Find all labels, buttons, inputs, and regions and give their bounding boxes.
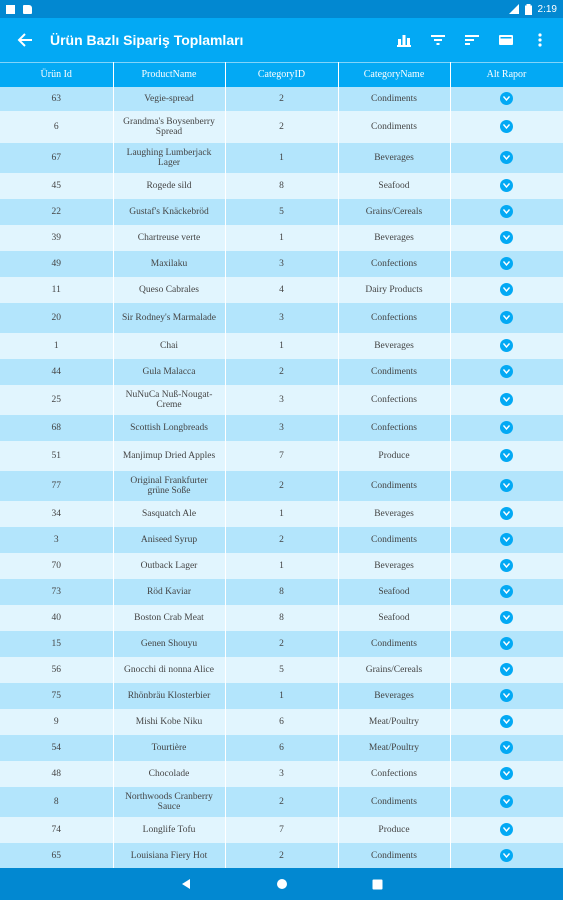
cell-category-name: Grains/Cereals (338, 199, 450, 225)
report-table (0, 62, 563, 868)
expand-subreport-button[interactable] (500, 663, 513, 676)
cell-category-id: 4 (225, 277, 338, 303)
table-row[interactable] (0, 87, 563, 111)
cell-product-name: Mishi Kobe Niku (113, 709, 225, 735)
cell-category-name: Condiments (338, 87, 450, 111)
cell-category-id: 7 (225, 441, 338, 471)
cell-urun-id: 45 (0, 173, 113, 199)
cell-category-id: 5 (225, 657, 338, 683)
report-table-container[interactable] (0, 62, 563, 868)
expand-subreport-button[interactable] (500, 339, 513, 352)
cell-category-id: 1 (225, 225, 338, 251)
cell-category-name: Beverages (338, 553, 450, 579)
cell-category-id: 2 (225, 631, 338, 657)
cell-category-name: Beverages (338, 333, 450, 359)
chevron-down-icon (503, 667, 510, 672)
cell-category-name: Seafood (338, 605, 450, 631)
cell-product-name: Chocolade (113, 761, 225, 787)
cell-category-id: 2 (225, 111, 338, 143)
cell-urun-id: 3 (0, 527, 113, 553)
cell-alt-rapor (450, 817, 563, 843)
table-row[interactable] (0, 111, 563, 143)
cell-category-name: Beverages (338, 683, 450, 709)
table-row[interactable] (0, 527, 563, 553)
cell-category-id: 8 (225, 173, 338, 199)
expand-subreport-button[interactable] (500, 151, 513, 164)
cell-category-name: Beverages (338, 225, 450, 251)
chevron-down-icon (503, 425, 510, 430)
cell-product-name: Chartreuse verte (113, 225, 225, 251)
cell-alt-rapor (450, 143, 563, 173)
cell-category-id: 1 (225, 683, 338, 709)
cell-category-name: Grains/Cereals (338, 657, 450, 683)
chevron-down-icon (503, 155, 510, 160)
table-row[interactable] (0, 225, 563, 251)
cell-category-id: 2 (225, 527, 338, 553)
table-row[interactable] (0, 143, 563, 173)
filter-button[interactable] (421, 18, 455, 62)
chevron-down-icon (503, 853, 510, 858)
chevron-down-icon (503, 287, 510, 292)
cell-urun-id: 48 (0, 761, 113, 787)
expand-subreport-button[interactable] (500, 767, 513, 780)
header-category-name[interactable]: CategoryName (338, 63, 450, 87)
table-row[interactable] (0, 385, 563, 415)
cell-alt-rapor (450, 199, 563, 225)
cell-alt-rapor (450, 441, 563, 471)
view-icon (499, 34, 513, 46)
cell-category-id: 3 (225, 251, 338, 277)
cell-product-name: Genen Shouyu (113, 631, 225, 657)
cell-alt-rapor (450, 843, 563, 869)
expand-subreport-button[interactable] (500, 283, 513, 296)
cell-product-name: Manjimup Dried Apples (113, 441, 225, 471)
cell-category-id: 1 (225, 553, 338, 579)
table-row[interactable] (0, 631, 563, 657)
cell-alt-rapor (450, 111, 563, 143)
expand-subreport-button[interactable] (500, 689, 513, 702)
cell-alt-rapor (450, 471, 563, 501)
cell-urun-id: 54 (0, 735, 113, 761)
cell-urun-id: 67 (0, 143, 113, 173)
cell-urun-id: 9 (0, 709, 113, 735)
table-row[interactable] (0, 501, 563, 527)
cell-alt-rapor (450, 735, 563, 761)
cell-urun-id: 68 (0, 415, 113, 441)
status-time: 2:19 (537, 3, 557, 15)
cell-alt-rapor (450, 173, 563, 199)
cell-alt-rapor (450, 303, 563, 333)
table-row[interactable] (0, 471, 563, 501)
chevron-down-icon (503, 124, 510, 129)
cell-alt-rapor (450, 605, 563, 631)
view-button[interactable] (489, 18, 523, 62)
table-row[interactable] (0, 359, 563, 385)
expand-subreport-button[interactable] (500, 559, 513, 572)
table-row[interactable] (0, 657, 563, 683)
header-category-id[interactable]: CategoryID (225, 63, 338, 87)
cell-alt-rapor (450, 87, 563, 111)
battery-icon (525, 4, 532, 15)
cell-product-name: Outback Lager (113, 553, 225, 579)
header-product-name[interactable]: ProductName (113, 63, 225, 87)
cell-product-name: Röd Kaviar (113, 579, 225, 605)
chevron-down-icon (503, 537, 510, 542)
chevron-down-icon (503, 483, 510, 488)
signal-icon (509, 4, 519, 14)
cell-alt-rapor (450, 333, 563, 359)
cell-category-name: Seafood (338, 579, 450, 605)
document-icon (23, 5, 32, 14)
table-body (0, 87, 563, 869)
page-title: Ürün Bazlı Sipariş Toplamları (50, 32, 244, 48)
table-row[interactable] (0, 735, 563, 761)
table-row[interactable] (0, 553, 563, 579)
cell-category-name: Confections (338, 303, 450, 333)
expand-subreport-button[interactable] (500, 823, 513, 836)
cell-alt-rapor (450, 415, 563, 441)
expand-subreport-button[interactable] (500, 449, 513, 462)
chevron-down-icon (503, 261, 510, 266)
cell-alt-rapor (450, 225, 563, 251)
cell-urun-id: 56 (0, 657, 113, 683)
cell-category-name: Produce (338, 817, 450, 843)
expand-subreport-button[interactable] (500, 637, 513, 650)
table-row[interactable] (0, 333, 563, 359)
cell-product-name: Grandma's Boysenberry Spread (113, 111, 225, 143)
cell-category-id: 6 (225, 735, 338, 761)
header-alt-rapor[interactable]: Alt Rapor (450, 63, 563, 87)
cell-product-name: Laughing Lumberjack Lager (113, 143, 225, 173)
cell-alt-rapor (450, 683, 563, 709)
back-button[interactable] (0, 18, 50, 62)
more-options-button[interactable] (523, 18, 557, 62)
table-row[interactable] (0, 441, 563, 471)
cell-urun-id: 49 (0, 251, 113, 277)
navigation-bar (0, 868, 563, 900)
filter-icon (431, 34, 445, 46)
chevron-down-icon (503, 589, 510, 594)
cell-urun-id: 63 (0, 87, 113, 111)
cell-category-name: Confections (338, 761, 450, 787)
table-row[interactable] (0, 605, 563, 631)
cell-alt-rapor (450, 359, 563, 385)
table-row[interactable] (0, 761, 563, 787)
chevron-down-icon (503, 511, 510, 516)
expand-subreport-button[interactable] (500, 585, 513, 598)
expand-subreport-button[interactable] (500, 849, 513, 862)
cell-urun-id: 34 (0, 501, 113, 527)
cell-category-id: 2 (225, 359, 338, 385)
expand-subreport-button[interactable] (500, 311, 513, 324)
expand-subreport-button[interactable] (500, 715, 513, 728)
cell-alt-rapor (450, 527, 563, 553)
cell-category-id: 1 (225, 143, 338, 173)
back-arrow-icon (17, 32, 33, 48)
cell-urun-id: 15 (0, 631, 113, 657)
table-header-row (0, 63, 563, 87)
table-row[interactable] (0, 683, 563, 709)
cell-urun-id: 73 (0, 579, 113, 605)
cell-alt-rapor (450, 251, 563, 277)
table-row[interactable] (0, 303, 563, 333)
chevron-down-icon (503, 235, 510, 240)
cell-product-name: Boston Crab Meat (113, 605, 225, 631)
expand-subreport-button[interactable] (500, 611, 513, 624)
cell-product-name: Longlife Tofu (113, 817, 225, 843)
cell-product-name: Gustaf's Knäckebröd (113, 199, 225, 225)
cell-product-name: Original Frankfurter grüne Soße (113, 471, 225, 501)
cell-urun-id: 65 (0, 843, 113, 869)
cell-category-id: 2 (225, 87, 338, 111)
cell-category-name: Confections (338, 251, 450, 277)
cell-alt-rapor (450, 761, 563, 787)
cell-category-name: Condiments (338, 471, 450, 501)
expand-subreport-button[interactable] (500, 120, 513, 133)
cell-alt-rapor (450, 501, 563, 527)
triangle-back-icon (180, 878, 192, 890)
cell-urun-id: 39 (0, 225, 113, 251)
expand-subreport-button[interactable] (500, 479, 513, 492)
cell-alt-rapor (450, 579, 563, 605)
cell-product-name: Louisiana Fiery Hot (113, 843, 225, 869)
cell-urun-id: 25 (0, 385, 113, 415)
chevron-down-icon (503, 397, 510, 402)
cell-alt-rapor (450, 657, 563, 683)
chart-button[interactable] (387, 18, 421, 62)
cell-category-name: Condiments (338, 111, 450, 143)
bar-chart-icon (397, 33, 411, 47)
cell-product-name: Tourtière (113, 735, 225, 761)
table-row[interactable] (0, 173, 563, 199)
cell-product-name: Chai (113, 333, 225, 359)
cell-product-name: Vegie-spread (113, 87, 225, 111)
chevron-down-icon (503, 183, 510, 188)
cell-product-name: Gnocchi di nonna Alice (113, 657, 225, 683)
chevron-down-icon (503, 453, 510, 458)
cell-category-id: 3 (225, 761, 338, 787)
cell-urun-id: 6 (0, 111, 113, 143)
notification-icon (6, 5, 15, 14)
cell-category-name: Meat/Poultry (338, 735, 450, 761)
expand-subreport-button[interactable] (500, 507, 513, 520)
expand-subreport-button[interactable] (500, 205, 513, 218)
nav-home-button[interactable] (270, 872, 294, 896)
chevron-down-icon (503, 719, 510, 724)
table-row[interactable] (0, 843, 563, 869)
cell-product-name: Rhönbräu Klosterbier (113, 683, 225, 709)
cell-alt-rapor (450, 631, 563, 657)
cell-category-name: Meat/Poultry (338, 709, 450, 735)
expand-subreport-button[interactable] (500, 179, 513, 192)
chevron-down-icon (503, 827, 510, 832)
cell-category-id: 3 (225, 303, 338, 333)
cell-category-name: Dairy Products (338, 277, 450, 303)
cell-urun-id: 22 (0, 199, 113, 225)
chevron-down-icon (503, 96, 510, 101)
expand-subreport-button[interactable] (500, 257, 513, 270)
cell-category-id: 8 (225, 605, 338, 631)
cell-urun-id: 8 (0, 787, 113, 817)
expand-subreport-button[interactable] (500, 421, 513, 434)
cell-urun-id: 51 (0, 441, 113, 471)
cell-urun-id: 70 (0, 553, 113, 579)
nav-back-button[interactable] (174, 872, 198, 896)
table-row[interactable] (0, 579, 563, 605)
cell-category-id: 3 (225, 385, 338, 415)
cell-alt-rapor (450, 277, 563, 303)
cell-category-name: Condiments (338, 843, 450, 869)
chevron-down-icon (503, 615, 510, 620)
cell-category-name: Produce (338, 441, 450, 471)
table-row[interactable] (0, 199, 563, 225)
table-row[interactable] (0, 251, 563, 277)
cell-category-id: 1 (225, 501, 338, 527)
cell-category-name: Beverages (338, 143, 450, 173)
table-row[interactable] (0, 415, 563, 441)
cell-category-id: 1 (225, 333, 338, 359)
sort-button[interactable] (455, 18, 489, 62)
chevron-down-icon (503, 693, 510, 698)
cell-product-name: Aniseed Syrup (113, 527, 225, 553)
status-bar (0, 0, 563, 18)
expand-subreport-button[interactable] (500, 92, 513, 105)
cell-product-name: Maxilaku (113, 251, 225, 277)
cell-urun-id: 75 (0, 683, 113, 709)
chevron-down-icon (503, 315, 510, 320)
cell-category-name: Condiments (338, 527, 450, 553)
header-urun-id[interactable]: Ürün Id (0, 63, 113, 87)
cell-product-name: Queso Cabrales (113, 277, 225, 303)
table-row[interactable] (0, 709, 563, 735)
cell-category-name: Confections (338, 415, 450, 441)
cell-category-name: Seafood (338, 173, 450, 199)
expand-subreport-button[interactable] (500, 393, 513, 406)
expand-subreport-button[interactable] (500, 795, 513, 808)
square-recents-icon (372, 879, 383, 890)
cell-category-name: Confections (338, 385, 450, 415)
sort-icon (465, 34, 479, 46)
cell-urun-id: 74 (0, 817, 113, 843)
table-row[interactable] (0, 787, 563, 817)
cell-category-id: 2 (225, 843, 338, 869)
cell-category-id: 8 (225, 579, 338, 605)
cell-category-name: Condiments (338, 631, 450, 657)
cell-urun-id: 1 (0, 333, 113, 359)
chevron-down-icon (503, 771, 510, 776)
chevron-down-icon (503, 745, 510, 750)
chevron-down-icon (503, 343, 510, 348)
cell-product-name: Sasquatch Ale (113, 501, 225, 527)
cell-category-id: 2 (225, 787, 338, 817)
chevron-down-icon (503, 563, 510, 568)
cell-product-name: Northwoods Cranberry Sauce (113, 787, 225, 817)
cell-product-name: Gula Malacca (113, 359, 225, 385)
cell-product-name: Sir Rodney's Marmalade (113, 303, 225, 333)
table-row[interactable] (0, 277, 563, 303)
expand-subreport-button[interactable] (500, 231, 513, 244)
cell-alt-rapor (450, 709, 563, 735)
cell-urun-id: 11 (0, 277, 113, 303)
cell-urun-id: 20 (0, 303, 113, 333)
chevron-down-icon (503, 209, 510, 214)
cell-alt-rapor (450, 385, 563, 415)
cell-category-id: 3 (225, 415, 338, 441)
cell-urun-id: 44 (0, 359, 113, 385)
cell-alt-rapor (450, 787, 563, 817)
table-row[interactable] (0, 817, 563, 843)
expand-subreport-button[interactable] (500, 365, 513, 378)
cell-product-name: NuNuCa Nuß-Nougat-Creme (113, 385, 225, 415)
cell-product-name: Rogede sild (113, 173, 225, 199)
circle-home-icon (276, 878, 288, 890)
cell-category-id: 5 (225, 199, 338, 225)
nav-recents-button[interactable] (366, 872, 390, 896)
chevron-down-icon (503, 369, 510, 374)
cell-category-id: 6 (225, 709, 338, 735)
chevron-down-icon (503, 641, 510, 646)
cell-category-name: Condiments (338, 359, 450, 385)
app-bar (0, 18, 563, 62)
more-vert-icon (538, 33, 542, 47)
cell-category-name: Condiments (338, 787, 450, 817)
cell-urun-id: 77 (0, 471, 113, 501)
expand-subreport-button[interactable] (500, 533, 513, 546)
cell-category-id: 7 (225, 817, 338, 843)
expand-subreport-button[interactable] (500, 741, 513, 754)
cell-category-id: 2 (225, 471, 338, 501)
chevron-down-icon (503, 799, 510, 804)
cell-urun-id: 40 (0, 605, 113, 631)
cell-category-name: Beverages (338, 501, 450, 527)
cell-product-name: Scottish Longbreads (113, 415, 225, 441)
cell-alt-rapor (450, 553, 563, 579)
